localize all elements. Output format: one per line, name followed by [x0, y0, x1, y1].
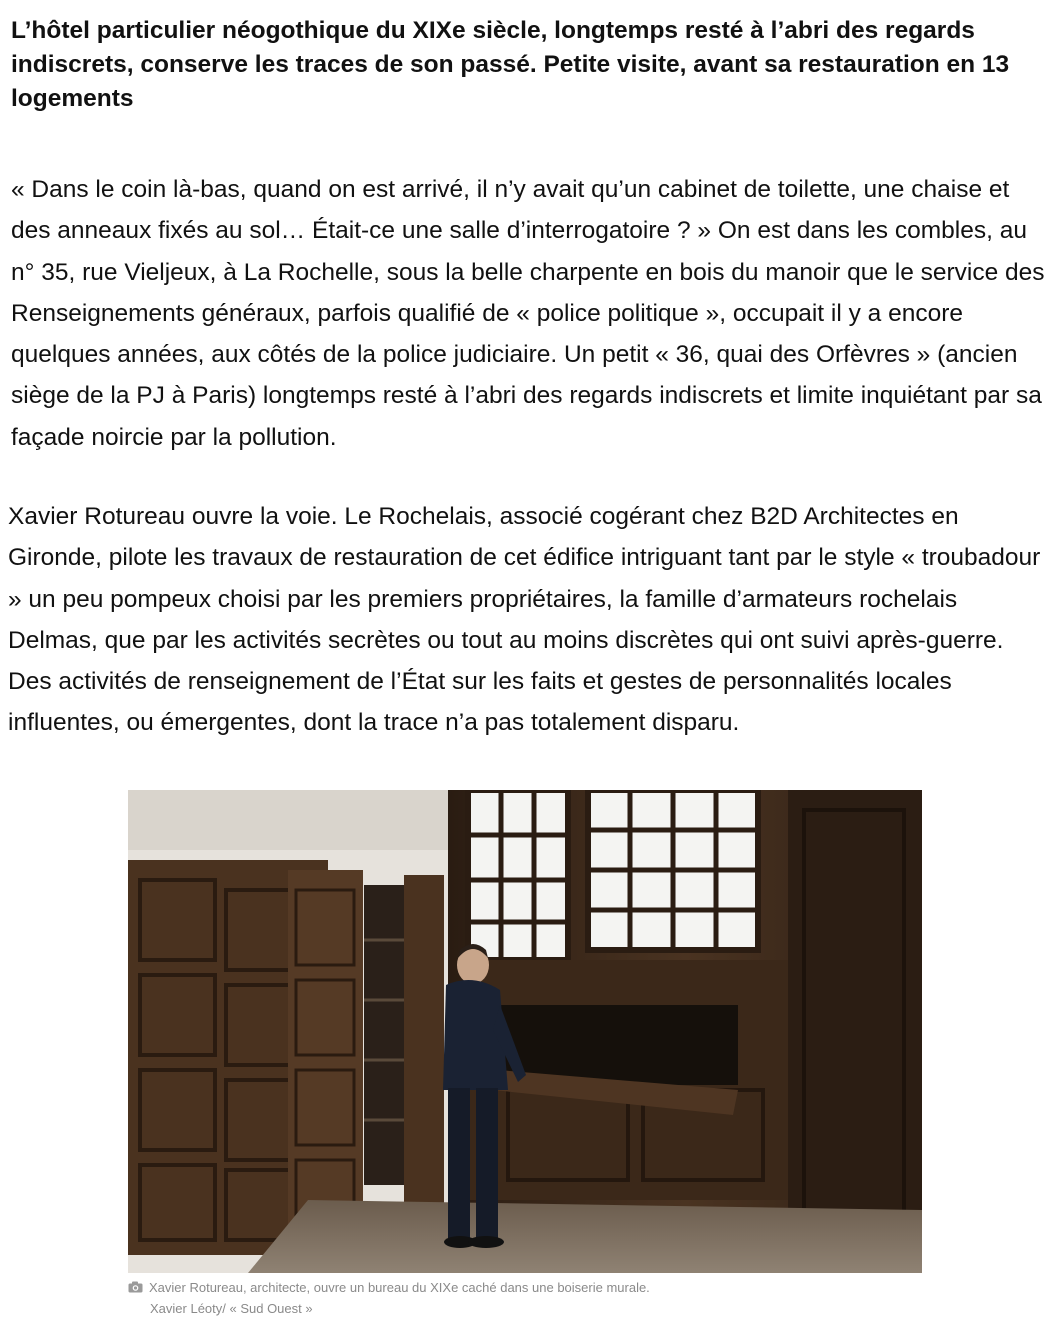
article-paragraph-2: Xavier Rotureau ouvre la voie. Le Rochelais, associé cogérant chez B2D Architectes en Gironde, pilote les travaux de restauration de cet édifice intriguant tant par le style « troubadour » un peu pompeux choisi par les premiers propriétaires, la famille d’armateurs rochelais Delmas, que par les activités secrètes ou tout au moins discrètes qui ont suivi après-guerre. Des activités de renseignement de l’État sur les faits et gestes de personnalités locales influentes, ou émergentes, dont la trace n’a pas totalement disparu.	[8, 503, 1041, 737]
article-photo	[128, 790, 922, 1273]
camera-icon	[128, 1281, 143, 1293]
caption-text: Xavier Rotureau, architecte, ouvre un bureau du XIXe caché dans une boiserie murale.	[149, 1280, 650, 1295]
photo-caption	[128, 1277, 922, 1319]
article-paragraph-1: « Dans le coin là-bas, quand on est arrivé, il n’y avait qu’un cabinet de toilette, une chaise et des anneaux fixés au sol… Était-ce une salle d’interrogatoire ? » On est dans les combles, au n° 35, rue Vieljeux, à La Rochelle, sous la belle charpente en bois du manoir que le service des Renseignements généraux, parfois qualifié de « police politique », occupait il y a encore quelques années, aux côtés de la police judiciaire. Un petit « 36, quai des Orfèvres » (ancien siège de la PJ à Paris) longtemps resté à l’abri des regards indiscrets et limite inquiétant par sa façade noircie par la pollution.	[11, 176, 1045, 451]
article-lead: L’hôtel particulier néogothique du XIXe siècle, longtemps resté à l’abri des regards indiscrets, conserve les traces de son passé. Petite visite, avant sa restauration en 13 logements	[11, 17, 1010, 112]
caption-line	[128, 1277, 922, 1298]
photo-credit: Xavier Léoty/ « Sud Ouest »	[150, 1301, 313, 1316]
photo-illustration	[128, 790, 922, 1273]
